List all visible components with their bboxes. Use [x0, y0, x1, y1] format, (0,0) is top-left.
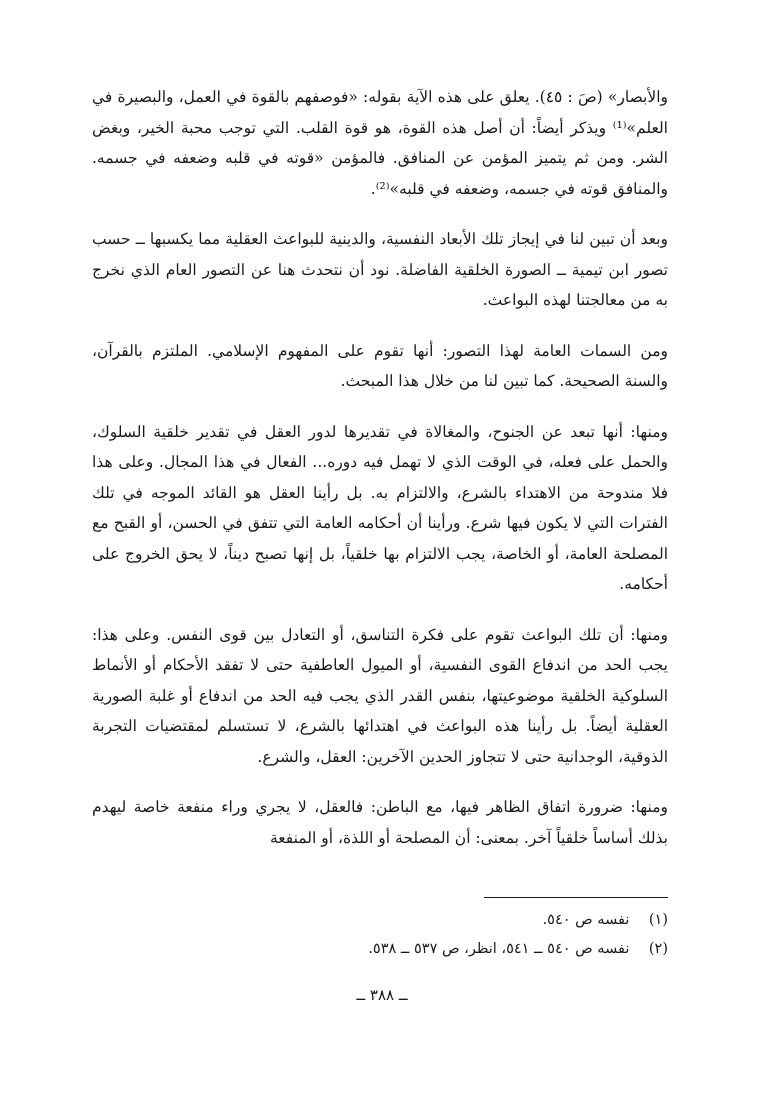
paragraph: والأبصار» (صَ : ٤٥). يعلق على هذه الآية بقوله: «فوصفهم بالقوة في العمل، والبصيرة في العلم»⁽¹⁾ ويذكر أيضاً: أن أصل هذه القوة، هو قوة القلب. التي توجب محبة الخير، وبغض الشر. ومن ثم يتميز المؤمن عن المنافق. فالمؤمن «قوته في قلبه وضعفه في جسمه. والمنافق قوته في جسمه، وضعفه في قلبه»⁽²⁾.	[92, 88, 668, 198]
paragraph: ومنها: أنها تبعد عن الجنوح، والمغالاة في تقديرها لدور العقل في تقدير خلقية السلوك، والحمل على فعله، في الوقت الذي لا تهمل فيه دوره... الفعال في هذا المجال. وعلى هذا فلا مندوحة من الاهتداء بالشرع، والالتزام به. بل رأينا العقل هو القائد الموجه في تلك الفترات التي لا يكون فيها شرع. ورأينا أن أحكامه العامة التي تتفق في الحسن، أو القبح مع المصلحة العامة، أو الخاصة، يجب الالتزام بها خلقياً، بل إنها تصبح ديناً، لا يحق الخروج على أحكامه.	[92, 422, 668, 593]
footnote-text: نفسه ص ٥٤٠.	[542, 912, 630, 928]
paragraph: ومنها: أن تلك البواعث تقوم على فكرة التناسق، أو التعادل بين قوى النفس. وعلى هذا: يجب الحد من اندفاع القوى النفسية، أو الميول العاطفية حتى لا تفقد الأحكام أو الأنماط السلوكية الخلقية موضوعيتها، بنفس القدر الذي يجب فيه الحد من اندفاع أو غلبة الصورية العقلية أيضاً. بل رأينا هذه البواعث في اهتدائها بالشرع، لا تستسلم لمقتضيات التجربة الذوقية، الوجدانية حتى لا تتجاوز الحدين الآخرين: العقل، والشرع.	[92, 625, 668, 766]
footnote-number: (١)	[648, 912, 668, 928]
footnotes	[108, 906, 668, 964]
page-body	[92, 82, 668, 853]
footnote-item	[108, 906, 668, 935]
page-number: ــ ٣٨٨ ــ	[356, 986, 408, 1004]
paragraph: ومنها: ضرورة اتفاق الظاهر فيها، مع الباطن: فالعقل، لا يجري وراء منفعة خاصة ليهدم بذلك أساساً خلقياً آخر. بمعنى: أن المصلحة أو اللذة، أو المنفعة	[92, 798, 668, 847]
footnote-number: (٢)	[648, 941, 668, 957]
paragraph: وبعد أن تبين لنا في إيجاز تلك الأبعاد النفسية، والدينية للبواعث العقلية مما يكسبها ــ حسب تصور ابن تيمية ــ الصورة الخلقية الفاضلة. نود أن نتحدث هنا عن التصور العام الذي نخرج به من معالجتنا لهذه البواعث.	[92, 230, 668, 309]
footnote-text: نفسه ص ٥٤٠ ــ ٥٤١، انظر، ص ٥٣٧ ــ ٥٣٨.	[368, 941, 630, 957]
paragraph: ومن السمات العامة لهذا التصور: أنها تقوم على المفهوم الإسلامي. الملتزم بالقرآن، والسنة الصحيحة. كما تبين لنا من خلال هذا المبحث.	[92, 341, 668, 390]
footnote-divider	[484, 897, 668, 898]
footnote-item	[108, 935, 668, 964]
